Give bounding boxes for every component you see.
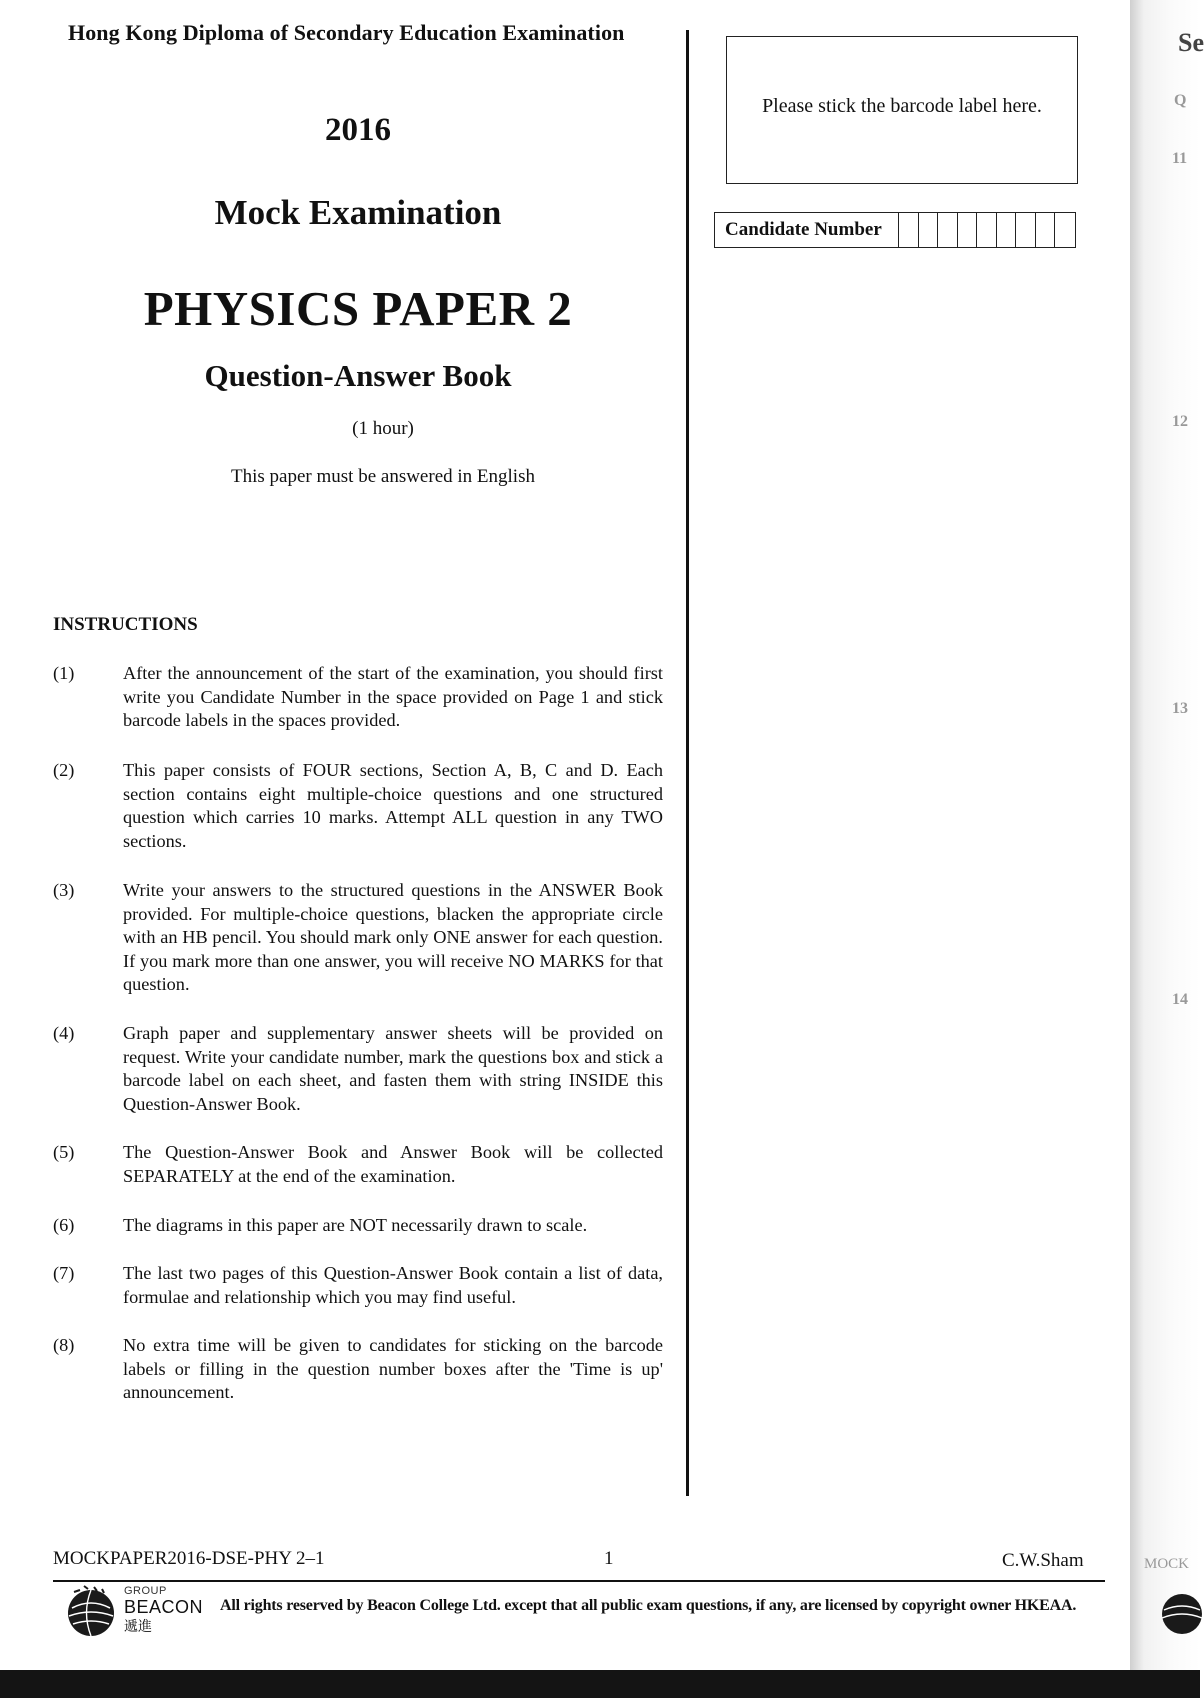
next-page-q-fragment: Q [1174,92,1187,109]
next-page-number-fragment: 13 [1172,700,1188,717]
candidate-digit-box [977,213,997,247]
instruction-text: After the announcement of the start of the examination, you should first write you Candidate Number in the space provided on Page 1 and stick barcode labels in the spaces provided. [123,663,663,730]
barcode-label-box [726,36,1078,184]
exam-type: Mock Examination [214,193,502,232]
instruction-text: Graph paper and supplementary answer sheets will be provided on request. Write your candidate number, mark the questions box and stick a barcode label on each sheet, and fasten them with string INSIDE this Question-Answer Book. [123,1023,663,1114]
candidate-digit-box [1016,213,1036,247]
paper-code: MOCKPAPER2016-DSE-PHY 2–1 [53,1548,325,1569]
candidate-digit-box [919,213,939,247]
instruction-number: (6) [53,1215,75,1235]
instruction-number: (4) [53,1023,75,1043]
group-label: GROUP [124,1585,167,1597]
next-page-number-fragment: 12 [1172,413,1188,430]
beacon-globe-logo-icon [64,1584,118,1638]
instruction-item [53,662,663,733]
instruction-text: The diagrams in this paper are NOT necessarily drawn to scale. [123,1215,588,1235]
instruction-item [53,1141,663,1188]
candidate-digit-box [1055,213,1075,247]
instruction-item [53,879,663,997]
brand-name: BEACON [124,1597,204,1617]
instruction-number: (5) [53,1142,75,1162]
next-page-number-fragment: 11 [1172,150,1188,167]
candidate-digit-box [958,213,978,247]
candidate-digit-box [938,213,958,247]
copyright-notice: All rights reserved by Beacon College Ltd. except that all public exam questions, if any, are licensed by copyright owner HKEAA. [220,1597,1077,1614]
instruction-number: (1) [53,663,75,683]
paper-title: PHYSICS PAPER 2 [143,281,573,336]
scan-bottom-edge [0,1670,1200,1698]
instruction-item [53,1214,663,1238]
exam-year: 2016 [325,112,391,148]
instructions-title: INSTRUCTIONS [53,614,198,635]
organization-title: Hong Kong Diploma of Secondary Education Examination [68,20,625,45]
exam-duration: (1 hour) [352,418,414,439]
instruction-text: Write your answers to the structured questions in the ANSWER Book provided. For multiple-choice questions, blacken the appropriate circle with an HB pencil. You should mark only ONE answer for each question. If you mark more than one answer, you will receive NO MARKS for that question. [123,880,663,994]
brand-name-chinese: 遞進 [124,1620,152,1635]
instruction-text: No extra time will be given to candidates for sticking on the barcode labels or filling in the question number boxes after the 'Time is up' announcement. [123,1335,663,1402]
instruction-item [53,1262,663,1309]
next-page-edge [1130,0,1204,1670]
candidate-number-label: Candidate Number [715,213,899,247]
instruction-number: (2) [53,760,75,780]
instruction-number: (8) [53,1335,75,1355]
instruction-text: The Question-Answer Book and Answer Book will be collected SEPARATELY at the end of the examination. [123,1142,663,1186]
barcode-label-text: Please stick the barcode label here. [762,95,1042,117]
column-divider [686,30,689,1496]
candidate-digit-box [899,213,919,247]
candidate-digit-box [1036,213,1056,247]
candidate-digit-box [997,213,1017,247]
instruction-item [53,759,663,853]
instruction-item [53,1334,663,1405]
next-page-footer-fragment: MOCK [1144,1556,1190,1572]
footer-rule [53,1580,1105,1582]
instruction-number: (7) [53,1263,75,1283]
candidate-number-field [714,212,1076,248]
author-name: C.W.Sham [1002,1550,1084,1571]
page-number: 1 [604,1548,614,1569]
next-page-logo-icon [1158,1588,1200,1636]
instruction-item [53,1022,663,1116]
language-note: This paper must be answered in English [231,466,535,487]
instruction-number: (3) [53,880,75,900]
book-title: Question-Answer Book [204,358,512,393]
next-page-number-fragment: 14 [1172,991,1188,1008]
instruction-text: The last two pages of this Question-Answer Book contain a list of data, formulae and relationship which you may find useful. [123,1263,663,1307]
instruction-text: This paper consists of FOUR sections, Section A, B, C and D. Each section contains eight multiple-choice questions and one structured question which carries 10 marks. Attempt ALL question in any TWO sections. [123,760,663,851]
next-page-heading-fragment: Se [1178,28,1204,57]
